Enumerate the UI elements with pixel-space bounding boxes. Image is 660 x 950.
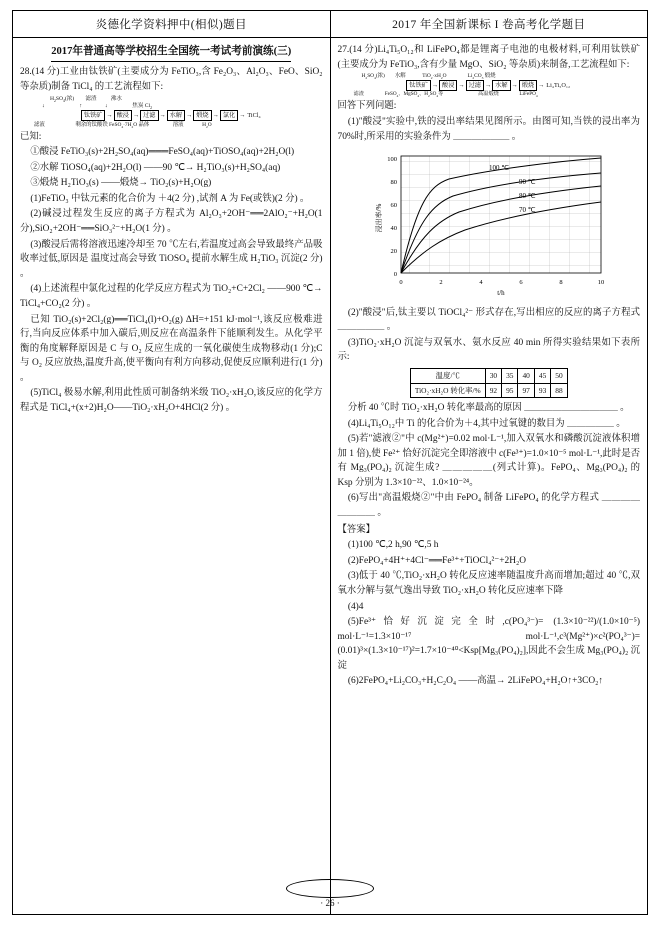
chart-ylabel: 浸出率/% <box>374 203 383 233</box>
right-column <box>331 11 648 914</box>
left-column-header: 炎德化学资料押中(相似)题目 <box>13 11 330 38</box>
right-sub-q3: (3)TiO₂·xH₂O 沉淀与双氧水、氨水反应 40 min 所得实验结果如下表所示: <box>337 337 640 363</box>
flow-node-1: 酸浸 <box>114 110 132 121</box>
right-sub-q5: (5)若"滤液②"中 c(Mg²⁺)=0.02 mol·L⁻¹,加入双氧水和磷酸沉淀液体积增加 1 倍),使 Fe²⁺ 恰好沉淀完全即溶液中 c(Fe³⁺)=1.0×10⁻⁵ mol·L⁻¹,此时是否有 Mg₃(PO₄)₂ 沉淀生成? ＿＿＿＿＿(列式计算)。FePO₄、Mg₃(PO₄)₂ 的 Ksp 分别为 1.3×10⁻²²、1.0×10⁻²⁴。 <box>337 434 640 488</box>
answer-header: 【答案】 <box>337 524 376 535</box>
left-sub-q2: (2)碱浸过程发生反应的离子方程式为 Al₂O₃+2OH⁻══2AlO₂⁻+H₂O(1 分),SiO₂+2OH⁻══SiO₃²⁻+H₂O(1 分) 。 <box>20 209 323 235</box>
answer-2: (2)FePO₄+4H⁺+4Cl⁻══Fe³⁺+TiOCl₄²⁻+2H₂O <box>347 555 527 566</box>
temp-35: 35 <box>502 369 518 383</box>
table-row-header-rate: TiO₂·xH₂O 转化率/% <box>410 383 485 397</box>
svg-text:10: 10 <box>597 279 604 287</box>
svg-text:0: 0 <box>399 279 403 287</box>
rate-35: 95 <box>502 383 518 397</box>
leaching-rate-chart <box>369 148 609 304</box>
right-flow-diagram: $H_2SO_4$(浓) 水解 $TiO_2\cdot xH_2O$ $Li_2CO_3$ 煅烧 钛铁矿 → 酸浸 → 过滤 → 水解 → 煅烧 → Li₄Ti₅O₁₂ 滤渣 FeSO$_4$、MgSO$_4$、$H_2SO_4$等 高温煅烧 LiFePO$_4$ <box>353 73 571 99</box>
right-column-body <box>331 38 648 689</box>
svg-text:20: 20 <box>390 248 397 256</box>
left-sub-q4-note: 已知 TiO₂(s)+2Cl₂(g)══TiCl₄(l)+O₂(g) ΔH=+151 kJ·mol⁻¹,该反应极难进行,当向反应体系中加入碳后,则反应在高温条件下能顺利发生。从化学平衡的角度解释原因是 C 与 O₂ 反应生成的一氧化碳使生成物移动(1 分);C 与 O₂ 反应放热,温度升高,使平衡向有利方向移动,促使反应顺利进行(1 分) 。 <box>20 314 323 383</box>
page-number: · 26 · <box>320 898 340 908</box>
q28-stem: 28.(14 分)工业由钛铁矿(主要成分为 FeTiO₃,含 Fe₂O₃、Al₂O₃、FeO、SiO₂ 等杂质)制备 TiCl₄ 的工艺流程如下: <box>20 67 323 92</box>
svg-text:60: 60 <box>390 202 397 210</box>
answer-6: (6)2FePO₄+Li₂CO₃+H₂C₂O₄ ——高温→ 2LiFePO₄+H₂O↑+3CO₂↑ <box>347 676 604 687</box>
rflow-node-5: Li₄Ti₅O₁₂ <box>546 82 571 90</box>
right-sub-q3-analysis: 分析 40 ℃时 TiO₂·xH₂O 转化率最高的原因 ＿＿＿＿＿＿＿＿＿＿ 。 <box>347 403 630 413</box>
rflow-node-1: 酸浸 <box>439 80 457 91</box>
flow-node-6: TiCl₄ <box>247 112 261 120</box>
flow-node-0: 钛铁矿 <box>81 110 106 121</box>
rate-45: 93 <box>534 383 550 397</box>
chart-legend-70c: 70 ℃ <box>518 206 536 215</box>
temp-30: 30 <box>485 369 501 383</box>
left-column <box>13 11 331 914</box>
svg-text:40: 40 <box>390 225 397 233</box>
answer-5: (5)Fe³⁺恰好沉淀完全时,c(PO₄³⁻)= (1.3×10⁻²²)/(1.0×10⁻⁵) mol·L⁻¹=1.3×10⁻¹⁷ mol·L⁻¹,c³(Mg²⁺)×c²(PO₄³⁻)=(0.01)³×(1.3×10⁻¹⁷)²=1.7×10⁻⁴⁰<Ksp[Mg₃(PO₄)₂],因此不会生成 Mg₃(PO₄)₂ 沉淀 <box>337 617 640 671</box>
rflow-node-3: 水解 <box>492 80 510 91</box>
known-item-3: ③煅烧 H₂TiO₃(s) ——煅烧→ TiO₂(s)+H₂O(g) <box>30 178 212 189</box>
page-frame <box>12 10 648 915</box>
rate-40: 97 <box>518 383 534 397</box>
left-column-body <box>13 38 330 416</box>
answer-1: (1)100 ℃,2 h,90 ℃,5 h <box>347 540 439 551</box>
chart-legend-90c: 90 ℃ <box>518 178 536 187</box>
left-sub-q3: (3)酸浸后需将溶液迅速冷却至 70 ℃左右,若温度过高会导致最终产品吸收率过低,原因是 温度过高会导致 TiOSO₄ 提前水解生成 H₂TiO₃ 沉淀(2 分) 。 <box>20 239 323 279</box>
svg-text:100: 100 <box>387 156 397 164</box>
chart-legend-100c: 100 ℃ <box>488 164 509 173</box>
answer-4: (4)4 <box>347 601 364 612</box>
chart-legend-80c: 80 ℃ <box>518 192 536 201</box>
svg-text:4: 4 <box>479 279 483 287</box>
right-sub-q4: (4)Li₄Ti₅O₁₂中 Ti 的化合价为＋4,其中过氧键的数目为 ＿＿＿＿＿ 。 <box>347 418 626 429</box>
svg-text:0: 0 <box>393 271 397 279</box>
rate-30: 92 <box>485 383 501 397</box>
svg-text:2: 2 <box>439 279 443 287</box>
right-ask: 回答下列问题: <box>337 101 397 112</box>
known-label: 已知: <box>20 131 42 142</box>
left-sub-q4: (4)上述流程中氯化过程的化学反应方程式为 TiO₂+C+2Cl₂ ——900 ℃→ TiCl₄+CO₂(2 分) 。 <box>20 284 323 309</box>
right-sub-q6: (6)写出"高温煅烧②"中由 FePO₄ 制备 LiFePO₄ 的化学方程式 ＿＿＿＿＿＿＿＿ 。 <box>337 493 640 519</box>
table-row <box>410 383 567 397</box>
answer-3: (3)低于 40 ℃,TiO₂·xH₂O 转化反应速率随温度升高而增加;超过 40 ℃,双氧水分解与氨气逸出导致 TiO₂·xH₂O 转化反应速率下降 <box>337 571 640 596</box>
known-item-1: ①酸浸 FeTiO₃(s)+2H₂SO₄(aq)═══FeSO₄(aq)+TiOSO₄(aq)+2H₂O(l) <box>30 147 295 158</box>
right-sub-q2: (2)"酸浸"后,钛主要以 TiOCl₄²⁻ 形式存在,写出相应的反应的离子方程式 ＿＿＿＿＿ 。 <box>337 307 640 333</box>
left-sub-q1: (1)FeTiO₃ 中钛元素的化合价为 ＋4(2 分) ,试剂 A 为 Fe(或铁)(2 分) 。 <box>30 193 310 204</box>
svg-text:8: 8 <box>559 279 563 287</box>
right-column-header: 2017 年全国新课标 I 卷高考化学题目 <box>331 11 648 38</box>
chart-xlabel: t/h <box>497 289 505 298</box>
left-exam-title: 2017年普通高等学校招生全国统一考试考前演练(三) <box>51 44 291 62</box>
rflow-node-0: 钛铁矿 <box>406 80 431 91</box>
table-row-header-temp: 温度/℃ <box>410 369 485 383</box>
svg-text:80: 80 <box>390 179 397 187</box>
left-sub-q5: (5)TiCl₄ 极易水解,利用此性质可制备纳米级 TiO₂·xH₂O,该反应的化学方程式是 TiCl₄+(x+2)H₂O——TiO₂·xH₂O+4HCl(2 分) 。 <box>20 388 323 413</box>
temp-40: 40 <box>518 369 534 383</box>
rflow-node-4: 煅烧 <box>519 80 537 91</box>
flow-node-3: 水解 <box>167 110 185 121</box>
flow-node-5: 氯化 <box>220 110 238 121</box>
page-number-ellipse <box>286 879 374 898</box>
rate-50: 88 <box>551 383 567 397</box>
rflow-node-2: 过滤 <box>466 80 484 91</box>
table-row <box>410 369 567 383</box>
right-sub-q1: (1)"酸浸"实验中,铁的浸出率结果见图所示。由图可知,当铁的浸出率为 70%时,所采用的实验条件为 ＿＿＿＿＿＿ 。 <box>337 117 640 142</box>
left-flow-diagram: $H_2SO_4$(浓) 滤渣 沸水 ↓ ↑ ↓ 焦炭 $Cl_2$ 钛铁矿 → 酸浸 → 过滤 → 水解 → 煅烧 → 氯化 → TiCl₄ 滤液 剩余的钛酸铁 $FeSO_4\cdot 7H_2O$ 晶体 溶液 $H_2O$ <box>34 95 261 130</box>
chart-svg <box>369 148 609 298</box>
svg-text:6: 6 <box>519 279 523 287</box>
known-item-2: ②水解 TiOSO₄(aq)+2H₂O(l) ——90 ℃→ H₂TiO₃(s)+H₂SO₄(aq) <box>30 162 281 173</box>
temp-45: 45 <box>534 369 550 383</box>
temp-50: 50 <box>551 369 567 383</box>
flow-node-4: 煅烧 <box>193 110 211 121</box>
q27-stem: 27.(14 分)Li₄Ti₅O₁₂和 LiFePO₄都是锂离子电池的电极材料,可利用钛铁矿(主要成分为 FeTiO₃,含有少量 MgO、SiO₂ 等杂质)来制备,工艺流程如下: <box>337 45 640 70</box>
conversion-rate-table <box>410 368 568 398</box>
flow-node-2: 过滤 <box>140 110 158 121</box>
